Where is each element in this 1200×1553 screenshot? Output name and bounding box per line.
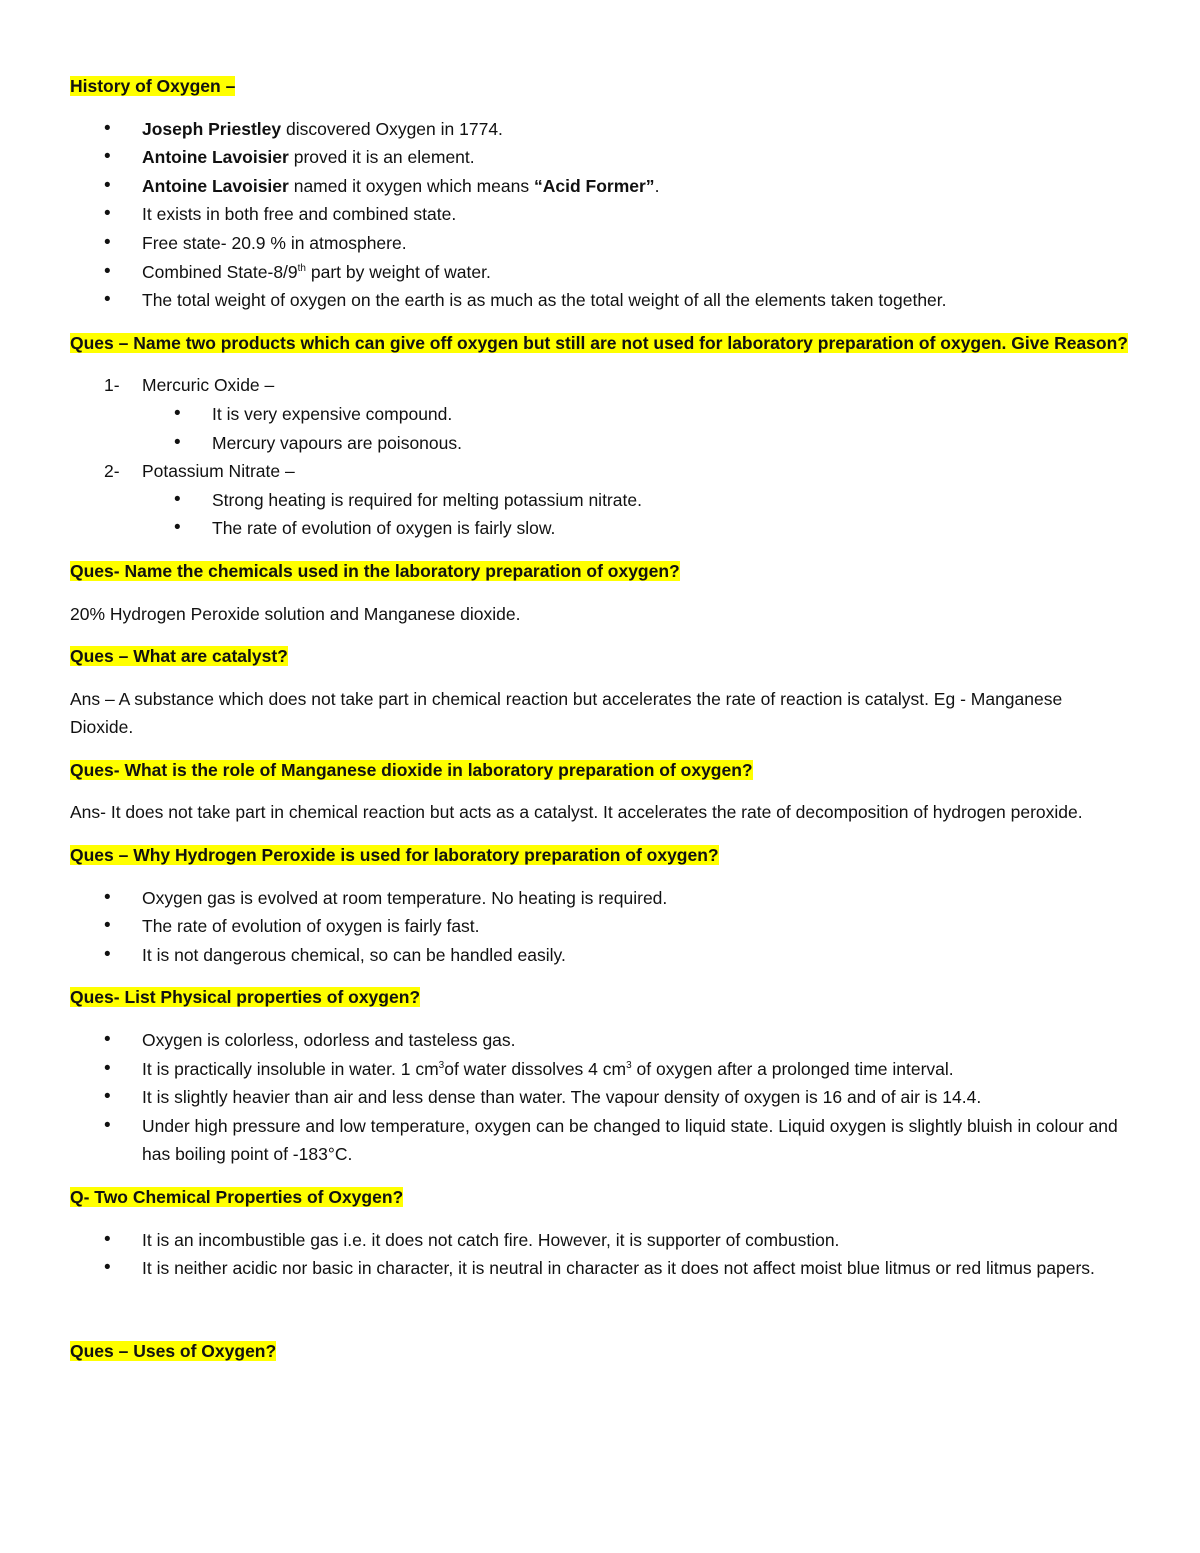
sub-list (70, 486, 1130, 543)
question-heading: Ques – Why Hydrogen Peroxide is used for laboratory preparation of oxygen? (70, 845, 719, 866)
answer-text: 20% Hydrogen Peroxide solution and Manganese dioxide. (70, 603, 521, 624)
numbered-list (70, 457, 1130, 486)
list-item: • Antoine Lavoisier named it oxygen which means “Acid Former”. (70, 172, 1130, 201)
list-item: • Strong heating is required for melting potassium nitrate. (70, 486, 1130, 515)
numbered-list (70, 371, 1130, 400)
list-item: • It is practically insoluble in water. 1 $cm^3of$ water dissolves 4 $cm^3$ of oxygen after a prolonged time interval. (70, 1055, 1130, 1084)
history-heading: History of Oxygen – (70, 76, 236, 96)
list-item: • The rate of evolution of oxygen is fairly fast. (70, 912, 1130, 941)
list-item: • Joseph Priestley discovered Oxygen in 1774. (70, 115, 1130, 144)
answer-text: Ans – A substance which does not take part in chemical reaction but accelerates the rate of reaction is catalyst. Eg - Manganese Dioxide. (70, 688, 1063, 738)
list-item: • It exists in both free and combined state. (70, 200, 1130, 229)
list-item: • Antoine Lavoisier proved it is an element. (70, 143, 1130, 172)
list-item: • Oxygen gas is evolved at room temperature. No heating is required. (70, 884, 1130, 913)
sub-list (70, 400, 1130, 457)
answer-list (70, 1226, 1130, 1283)
answer-text: Ans- It does not take part in chemical reaction but acts as a catalyst. It accelerates the rate of decomposition of hydrogen peroxide. (70, 802, 1083, 823)
list-item: • It is slightly heavier than air and less dense than water. The vapour density of oxygen is 16 and of air is 14.4. (70, 1083, 1130, 1112)
list-item: • Mercury vapours are poisonous. (70, 429, 1130, 458)
numbered-item: 1- Mercuric Oxide – (104, 375, 275, 396)
answer-list (70, 1026, 1130, 1169)
question-heading: Ques – What are catalyst? (70, 646, 288, 667)
question-heading: Ques- What is the role of Manganese dioxide in laboratory preparation of oxygen? (70, 759, 753, 780)
list-item: • Combined State-8/9th part by weight of water. (70, 258, 1130, 287)
list-item: • It is very expensive compound. (70, 400, 1130, 429)
question-heading: Ques- List Physical properties of oxygen? (70, 987, 421, 1008)
list-item: • It is not dangerous chemical, so can be handled easily. (70, 941, 1130, 970)
list-item: • Under high pressure and low temperature, oxygen can be changed to liquid state. Liquid oxygen is slightly bluish in colour and has boiling point of -183°C. (70, 1112, 1130, 1169)
question-heading: Ques – Name two products which can give off oxygen but still are not used for laboratory preparation of oxygen. Give Reason? (70, 332, 1128, 353)
list-item: • It is an incombustible gas i.e. it does not catch fire. However, it is supporter of combustion. (70, 1226, 1130, 1255)
list-item: • Free state- 20.9 % in atmosphere. (70, 229, 1130, 258)
history-list (70, 115, 1130, 315)
question-heading: Ques- Name the chemicals used in the laboratory preparation of oxygen? (70, 560, 680, 581)
question-heading: Ques – Uses of Oxygen? (70, 1340, 277, 1361)
list-item: • Oxygen is colorless, odorless and tasteless gas. (70, 1026, 1130, 1055)
numbered-item: 2- Potassium Nitrate – (104, 461, 295, 482)
list-item: • It is neither acidic nor basic in character, it is neutral in character as it does not affect moist blue litmus or red litmus papers. (70, 1254, 1130, 1283)
list-item: • The total weight of oxygen on the earth is as much as the total weight of all the elements taken together. (70, 286, 1130, 315)
answer-list (70, 884, 1130, 970)
spacer (70, 1297, 1130, 1337)
question-heading: Q- Two Chemical Properties of Oxygen? (70, 1187, 404, 1207)
list-item: • The rate of evolution of oxygen is fairly slow. (70, 514, 1130, 543)
